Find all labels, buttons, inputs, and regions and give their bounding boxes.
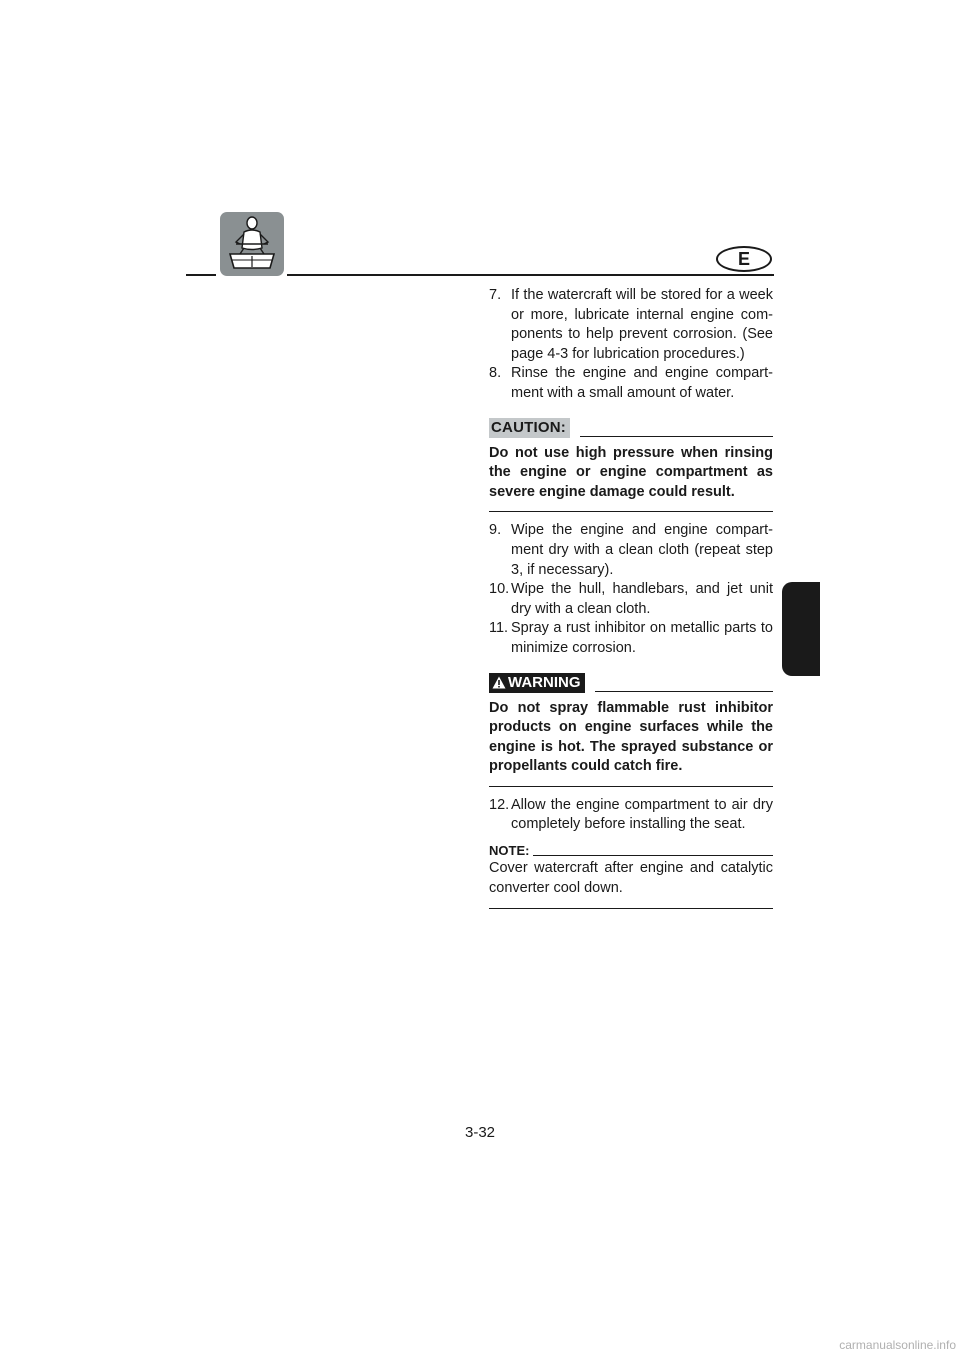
step-number: 9. (489, 522, 502, 539)
caution-label: CAUTION: (489, 418, 570, 438)
caution-header (489, 416, 773, 438)
step-number: 12. (489, 796, 510, 813)
caution-text: Do not use high pressure when rinsing the engine or engine compartment as severe engine damage could result. (489, 444, 773, 513)
step-text: Allow the engine compartment to air dry completely before installing the seat. (511, 796, 773, 833)
header-rule-left (186, 274, 216, 276)
steps-group-2 (489, 521, 773, 658)
step-item (489, 796, 773, 835)
step-item (489, 521, 773, 580)
language-badge: E (716, 246, 772, 272)
step-text: Spray a rust inhibitor on metallic parts to minimize corrosion. (511, 620, 773, 656)
step-number: 7. (489, 287, 502, 303)
note-text: Cover watercraft after engine and catalytic converter cool down. (489, 859, 773, 909)
note-label: NOTE: (489, 843, 530, 859)
step-item (489, 364, 773, 403)
step-text: Wipe the hull, handlebars, and jet unit dry with a clean cloth. (511, 581, 773, 617)
step-item (489, 286, 773, 364)
step-text: Wipe the engine and engine compartment dry with a clean cloth (repeat step 3, if necessary). (511, 522, 773, 578)
footer-watermark: carmanualsonline.info (839, 1338, 956, 1352)
step-text: If the watercraft will be stored for a week or more, lubricate internal engine components to help prevent corrosion. (See page 4-3 for lubrication procedures.) (511, 287, 773, 362)
step-text: Rinse the engine and engine compartment with a small amount of water. (511, 365, 773, 401)
caution-rule (580, 436, 773, 437)
note-header (489, 843, 773, 859)
chapter-icon (220, 212, 284, 276)
header-rule-right (287, 274, 774, 276)
personal-watercraft-rider-icon (220, 212, 284, 276)
warning-rule (595, 691, 774, 692)
step-number: 10. (489, 581, 510, 598)
step-number: 11. (489, 620, 509, 637)
steps-group-3 (489, 796, 773, 835)
warning-label-box (489, 673, 585, 693)
steps-group-1 (489, 286, 773, 404)
chapter-side-tab (782, 582, 820, 676)
warning-triangle-icon (492, 676, 506, 689)
warning-text: Do not spray flammable rust inhibitor products on engine surfaces while the engine is hot. The sprayed substance or propellants could catch fire. (489, 699, 773, 787)
step-item (489, 619, 773, 658)
warning-label: WARNING (508, 673, 581, 691)
step-number: 8. (489, 365, 502, 382)
page-number: 3-32 (464, 1124, 496, 1141)
note-rule (533, 855, 773, 856)
warning-header (489, 671, 773, 693)
page-content (489, 286, 773, 909)
step-item (489, 580, 773, 619)
